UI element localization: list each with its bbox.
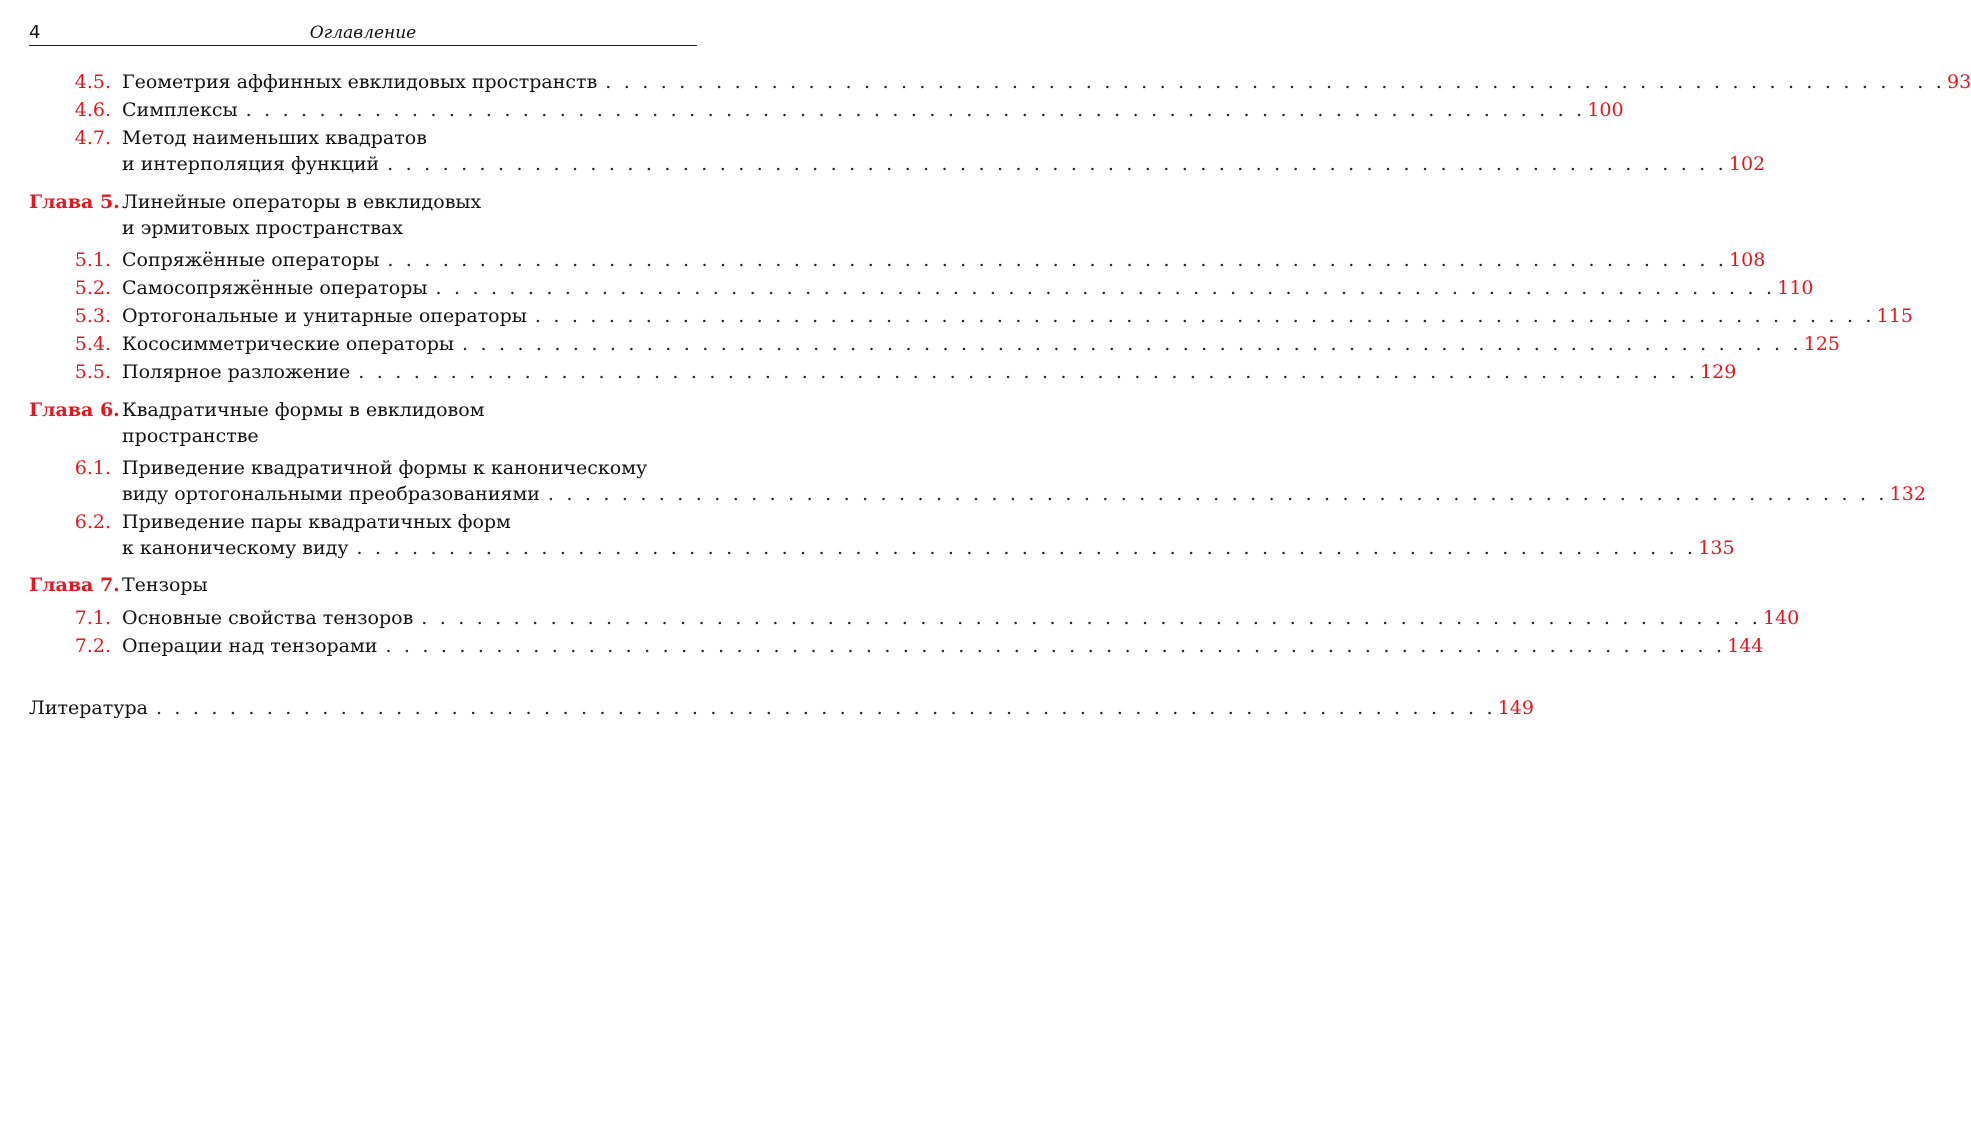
entry-title: Приведение квадратичной формы к каноническому — [122, 457, 648, 479]
toc-text — [122, 399, 697, 421]
section-number: 7.2. — [74, 635, 111, 657]
toc-line — [29, 425, 697, 451]
entry-title: Литература — [29, 697, 148, 719]
entry-title: Основные свойства тензоров — [122, 607, 414, 629]
entry-title: Самосопряжённые операторы — [122, 277, 428, 299]
toc-line — [29, 537, 1735, 563]
page-link[interactable]: 140 — [1763, 607, 1800, 629]
entry-title: и эрмитовых пространствах — [122, 217, 403, 239]
entry-title: Симплексы — [122, 99, 238, 121]
entry-title: виду ортогональными преобразованиями — [122, 483, 540, 505]
entry-title: Тензоры — [122, 574, 208, 596]
section-number: 5.4. — [74, 333, 111, 355]
entry-title: Геометрия аффинных евклидовых пространств — [122, 71, 598, 93]
toc-text — [122, 249, 1766, 271]
dot-leader: . . . . . . . . . . . . . . . . . . . . . . . . . . . . . . . . . . . . . . . . . . . . . . . . . . . . . . . . . . . . . . . . . . . . . . . . . — [547, 483, 1888, 505]
toc-text — [122, 635, 1764, 657]
toc-line — [29, 127, 697, 153]
section-number: 5.3. — [74, 305, 111, 327]
section-number: 5.2. — [74, 277, 111, 299]
page-link[interactable]: 115 — [1876, 305, 1913, 327]
toc-line — [29, 697, 1534, 723]
toc-line — [29, 305, 1913, 331]
page-link[interactable]: 100 — [1587, 99, 1624, 121]
dot-leader: . . . . . . . . . . . . . . . . . . . . . . . . . . . . . . . . . . . . . . . . . . . . . . . . . . . . . . . . . . . . . . . . . . . . . . . . . — [387, 249, 1728, 271]
toc-line — [29, 333, 1841, 359]
dot-leader: . . . . . . . . . . . . . . . . . . . . . . . . . . . . . . . . . . . . . . . . . . . . . . . . . . . . . . . . . . . . . . . . . . . . . . . . . — [435, 277, 1776, 299]
entry-title: Метод наименьших квадратов — [122, 127, 427, 149]
dot-leader: . . . . . . . . . . . . . . . . . . . . . . . . . . . . . . . . . . . . . . . . . . . . . . . . . . . . . . . . . . . . . . . . . . . . . . . . . — [605, 71, 1946, 93]
toc-text — [122, 71, 1971, 93]
chapter-number: Глава 7. — [29, 574, 120, 596]
toc-line — [29, 607, 1800, 633]
entry-title: Приведение пары квадратичных форм — [122, 511, 511, 533]
page-number: 4 — [29, 22, 41, 43]
toc-line — [29, 99, 1624, 125]
toc-line — [29, 574, 697, 600]
entry-title: Полярное разложение — [122, 361, 351, 383]
dot-leader: . . . . . . . . . . . . . . . . . . . . . . . . . . . . . . . . . . . . . . . . . . . . . . . . . . . . . . . . . . . . . . . . . . . . . . . . . — [387, 153, 1727, 175]
toc-text — [122, 574, 697, 596]
entry-title: и интерполяция функций — [122, 153, 380, 175]
page-header — [29, 18, 697, 46]
page-link[interactable]: 149 — [1497, 697, 1534, 719]
toc-line — [29, 191, 697, 217]
dot-leader: . . . . . . . . . . . . . . . . . . . . . . . . . . . . . . . . . . . . . . . . . . . . . . . . . . . . . . . . . . . . . . . . . . . . . . . . . — [155, 697, 1496, 719]
toc-line — [29, 217, 697, 243]
toc-text — [122, 333, 1841, 355]
toc-text — [122, 191, 697, 213]
page-link[interactable]: 135 — [1698, 537, 1735, 559]
page-link[interactable]: 144 — [1727, 635, 1764, 657]
page-link[interactable]: 110 — [1777, 277, 1814, 299]
dot-leader: . . . . . . . . . . . . . . . . . . . . . . . . . . . . . . . . . . . . . . . . . . . . . . . . . . . . . . . . . . . . . . . . . . . . . . . . . — [358, 361, 1699, 383]
dot-leader: . . . . . . . . . . . . . . . . . . . . . . . . . . . . . . . . . . . . . . . . . . . . . . . . . . . . . . . . . . . . . . . . . . . . . . . . . — [534, 305, 1875, 327]
section-number: 4.6. — [74, 99, 111, 121]
dot-leader: . . . . . . . . . . . . . . . . . . . . . . . . . . . . . . . . . . . . . . . . . . . . . . . . . . . . . . . . . . . . . . . . . . . . . . . . . — [356, 537, 1697, 559]
toc-line — [29, 277, 1814, 303]
dot-leader: . . . . . . . . . . . . . . . . . . . . . . . . . . . . . . . . . . . . . . . . . . . . . . . . . . . . . . . . . . . . . . . . . . . . . . . . . — [385, 635, 1726, 657]
toc-text — [122, 127, 697, 149]
toc-text — [122, 425, 697, 447]
page-link[interactable]: 129 — [1700, 361, 1737, 383]
entry-title: к каноническому виду — [122, 537, 349, 559]
toc-text — [122, 305, 1913, 327]
section-number: 7.1. — [74, 607, 111, 629]
toc-text — [122, 483, 1926, 505]
toc-text — [122, 537, 1735, 559]
dot-leader: . . . . . . . . . . . . . . . . . . . . . . . . . . . . . . . . . . . . . . . . . . . . . . . . . . . . . . . . . . . . . . . . . . . . . . . . . — [421, 607, 1761, 629]
toc-text — [122, 511, 697, 533]
toc-text — [122, 457, 697, 479]
document-page — [29, 18, 1971, 719]
dot-leader: . . . . . . . . . . . . . . . . . . . . . . . . . . . . . . . . . . . . . . . . . . . . . . . . . . . . . . . . . . . . . . . . . . . . . . . . . — [245, 99, 1586, 121]
section-number: 5.1. — [74, 249, 111, 271]
toc-line — [29, 483, 1926, 509]
toc-text — [122, 361, 1737, 383]
toc-line — [29, 399, 697, 425]
toc-line — [29, 635, 1764, 661]
toc-line — [29, 71, 1971, 97]
section-number: 4.7. — [74, 127, 111, 149]
toc-text — [122, 217, 697, 239]
page-link[interactable]: 102 — [1728, 153, 1766, 175]
entry-title: Сопряжённые операторы — [122, 249, 380, 271]
entry-title: Операции над тензорами — [122, 635, 378, 657]
page-link[interactable]: 132 — [1889, 483, 1926, 505]
section-number: 5.5. — [74, 361, 111, 383]
entry-title: Ортогональные и унитарные операторы — [122, 305, 527, 327]
dot-leader: . . . . . . . . . . . . . . . . . . . . . . . . . . . . . . . . . . . . . . . . . . . . . . . . . . . . . . . . . . . . . . . . . . . . . . . . . — [462, 333, 1802, 355]
toc-text — [122, 607, 1800, 629]
toc-text — [122, 277, 1814, 299]
entry-title: пространстве — [122, 425, 259, 447]
running-title: Оглавление — [309, 23, 417, 43]
section-number: 6.1. — [74, 457, 111, 479]
toc-text — [122, 99, 1624, 121]
section-number: 4.5. — [74, 71, 111, 93]
page-link[interactable]: 108 — [1729, 249, 1766, 271]
toc-text — [29, 697, 1534, 719]
toc-text — [122, 153, 1766, 175]
toc-line — [29, 153, 1766, 179]
toc-line — [29, 511, 697, 537]
entry-title: Квадратичные формы в евклидовом — [122, 399, 485, 421]
chapter-number: Глава 5. — [29, 191, 120, 213]
page-link[interactable]: 93 — [1947, 71, 1971, 93]
toc-line — [29, 361, 1737, 387]
page-link[interactable]: 125 — [1803, 333, 1841, 355]
entry-title: Линейные операторы в евклидовых — [122, 191, 482, 213]
entry-title: Кососимметрические операторы — [122, 333, 455, 355]
chapter-number: Глава 6. — [29, 399, 120, 421]
toc-line — [29, 457, 697, 483]
section-number: 6.2. — [74, 511, 111, 533]
toc-line — [29, 249, 1766, 275]
